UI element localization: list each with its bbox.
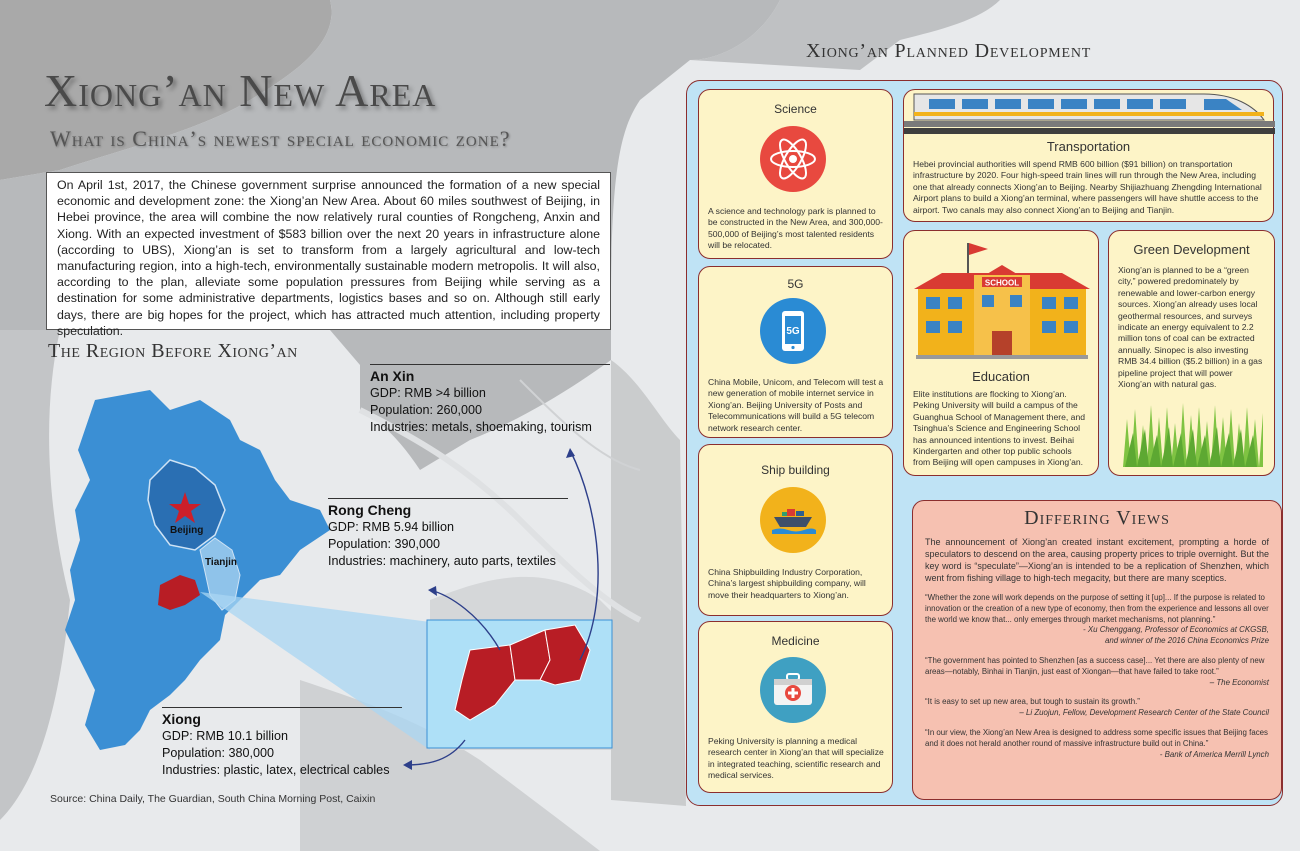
- arrow-xiong-head: [403, 760, 412, 770]
- county-industries: Industries: metals, shoemaking, tourism: [370, 420, 592, 434]
- school-building-icon: [912, 239, 1092, 361]
- first-aid-kit-icon: [760, 657, 826, 723]
- card-transportation: [903, 89, 1274, 222]
- train-icon: [904, 90, 1275, 138]
- 5g-icon-text: 5G: [786, 326, 800, 337]
- quote-source: – Li Zuojun, Fellow, Development Research Center of the State Council: [1019, 708, 1269, 718]
- card-body: Elite institutions are flocking to Xiong’an. Peking University will build a campus of the Guanghua School of Management there, and Tsinghua’s Science and Engineering School has announced intentions to invest. Beihai Kindergarten and other top public schools from Beijing will open campuses in Xiong’an.: [913, 389, 1085, 468]
- quote-bank-of-america: “In our view, the Xiong’an New Area is designed to address some specific issues that Beijing faces and it does not herald another round of massive infrastructure build out in China.”: [925, 727, 1268, 748]
- school-sign: SCHOOL: [984, 278, 1020, 288]
- county-population: Population: 260,000: [370, 403, 483, 417]
- beijing-label: Beijing: [170, 525, 204, 536]
- card-ship-building: [698, 444, 893, 616]
- grass-icon: [1123, 399, 1263, 467]
- card-title: Green Development: [1133, 242, 1250, 257]
- card-title: 5G: [787, 277, 804, 291]
- region-title: The Region Before Xiong’an: [48, 340, 298, 362]
- quote-source: – The Economist: [1209, 677, 1269, 687]
- intro-text: On April 1st, 2017, the Chinese government surprise announced the formation of a new special economic and development zone: the Xiong’an New Area. About 60 miles southwest of Beijing, in Hebei province, the area will combine the now relatively rural counties of Rongcheng, Anxin and Xiong. With an expected investment of $583 billion over the next 20 years in infrastructure alone (according to UBS), Xiong’an is set to transform from a largely agricultural and low-tech manufacturing region, into a high-tech, environmentally sustainable modern metropolis. It will also, according to the plan, alleviate some population pressures from Beijing while serving as a destination for some administrative departments, logistics bases and so on. Although still early days, there are big hopes for the project, which has attracted much attention, including property speculation.: [46, 172, 611, 330]
- county-name: Rong Cheng: [328, 502, 412, 518]
- card-body: Peking University is planning a medical research center in Xiong’an that will specialize in integrated teaching, scientific research and medical services.: [708, 736, 884, 781]
- card-5g: [698, 266, 893, 438]
- quote-source: - Bank of America Merrill Lynch: [1159, 749, 1269, 759]
- card-body: Xiong’an is planned to be a “green city,” powered predominately by renewable and lower-carbon energy sources. Xiong’an already uses local geothermal resources, and surveys indicate an energy equivalent to 2.2 million tons of coal can be extracted annually. Sinopec is also investing RMB 34.4 billion ($5.2 billion) in a gas pipeline project that will power Xiong’an with natural gas.: [1118, 265, 1263, 390]
- card-title: Medicine: [771, 634, 820, 648]
- county-gdp: GDP: RMB >4 billion: [370, 386, 486, 400]
- card-education: [903, 230, 1099, 476]
- county-industries: Industries: machinery, auto parts, textiles: [328, 554, 556, 568]
- county-name: Xiong: [162, 711, 201, 727]
- ship-icon: [760, 487, 826, 553]
- card-medicine: [698, 621, 893, 793]
- card-body: A science and technology park is planned to be constructed in the New Area, and 300,000-500,000 of Beijing’s most talented residents will be relocated.: [708, 206, 883, 251]
- county-xiong: [162, 707, 402, 779]
- county-rongcheng: [328, 498, 568, 570]
- quote-xu-chenggang: “Whether the zone will work depends on the purpose of setting it [up]... If the purpose is related to innovation or the creation of a new type of economy, then from the experience and lessons all over the world we know that... only emerges through market mechanisms, not planning.”: [925, 593, 1269, 624]
- hebei-province: [65, 390, 330, 750]
- phone-5g-icon: [760, 298, 826, 364]
- quote-economist: “The government has pointed to Shenzhen [as a success case]... Yet there are also plenty of new areas—notably, Binhai in Tianjin, just east of Xiongan—that have failed to take root.”: [925, 655, 1265, 676]
- divider: [328, 498, 568, 499]
- county-gdp: GDP: RMB 5.94 billion: [328, 520, 454, 534]
- card-title: Transportation: [1046, 139, 1131, 154]
- county-gdp: GDP: RMB 10.1 billion: [162, 729, 288, 743]
- card-science: [698, 89, 893, 259]
- main-title: Xiong’an New Area: [44, 65, 437, 116]
- county-population: Population: 380,000: [162, 746, 275, 760]
- arrow-rongcheng-head: [428, 586, 437, 596]
- subtitle: What is China’s newest special economic zone?: [50, 126, 511, 151]
- county-industries: Industries: plastic, latex, electrical cables: [162, 763, 390, 777]
- county-name: An Xin: [370, 368, 415, 384]
- card-title: Education: [972, 369, 1030, 384]
- county-population: Population: 390,000: [328, 537, 441, 551]
- card-body: Hebei provincial authorities will spend RMB 600 billion ($91 billion) on transportation infrastructure by 2020. Four high-speed train lines will run through the New Area, including one that already connects Xiong’an to Beijing. Nearby Shijiazhuang Zhengding International Airport plans to build a Xiong’an terminal, where passengers will have shuttle access to the airport. Two canals may also connect Xiong’an to Beijing and Tianjin.: [913, 159, 1262, 215]
- card-green-development: [1108, 230, 1275, 476]
- differing-views-title: Differing Views: [1024, 507, 1170, 529]
- card-title: Ship building: [761, 463, 830, 477]
- card-body: China Shipbuilding Industry Corporation, China’s largest shipbuilding company, will move their headquarters to Xiong’an.: [708, 567, 866, 600]
- differing-views-intro: The announcement of Xiong’an created instant excitement, prompting a horde of speculators to descend on the area, causing property prices to triple overnight. But the key word is “speculate”—Xiong’an is intended to be a replication of Shenzhen, which went from fishing village to high-tech megacity, but there are many sceptics.: [925, 537, 1269, 583]
- differing-views-panel: [912, 500, 1282, 800]
- quote-source: and winner of the 2016 China Economics Prize: [1104, 636, 1269, 646]
- divider: [162, 707, 402, 708]
- atom-icon: [760, 126, 826, 192]
- county-anxin: [370, 364, 610, 436]
- quote-source: - Xu Chenggang, Professor of Economics at CKGSB,: [1083, 625, 1269, 635]
- quote-li-zuojun: “It is easy to set up new area, but tough to sustain its growth.”: [925, 697, 1140, 707]
- card-body: China Mobile, Unicom, and Telecom will test a new generation of mobile internet service in Xiong’an. Beijing University of Posts and Telecommunications will build a 5G telecom network research center.: [708, 377, 884, 433]
- card-title: Science: [774, 102, 817, 116]
- source-note: Source: China Daily, The Guardian, South China Morning Post, Caixin: [50, 793, 376, 805]
- tianjin-label: Tianjin: [205, 557, 238, 568]
- zoom-box: [427, 620, 612, 748]
- divider: [370, 364, 610, 365]
- planned-development-title: Xiong’an Planned Development: [806, 40, 1092, 62]
